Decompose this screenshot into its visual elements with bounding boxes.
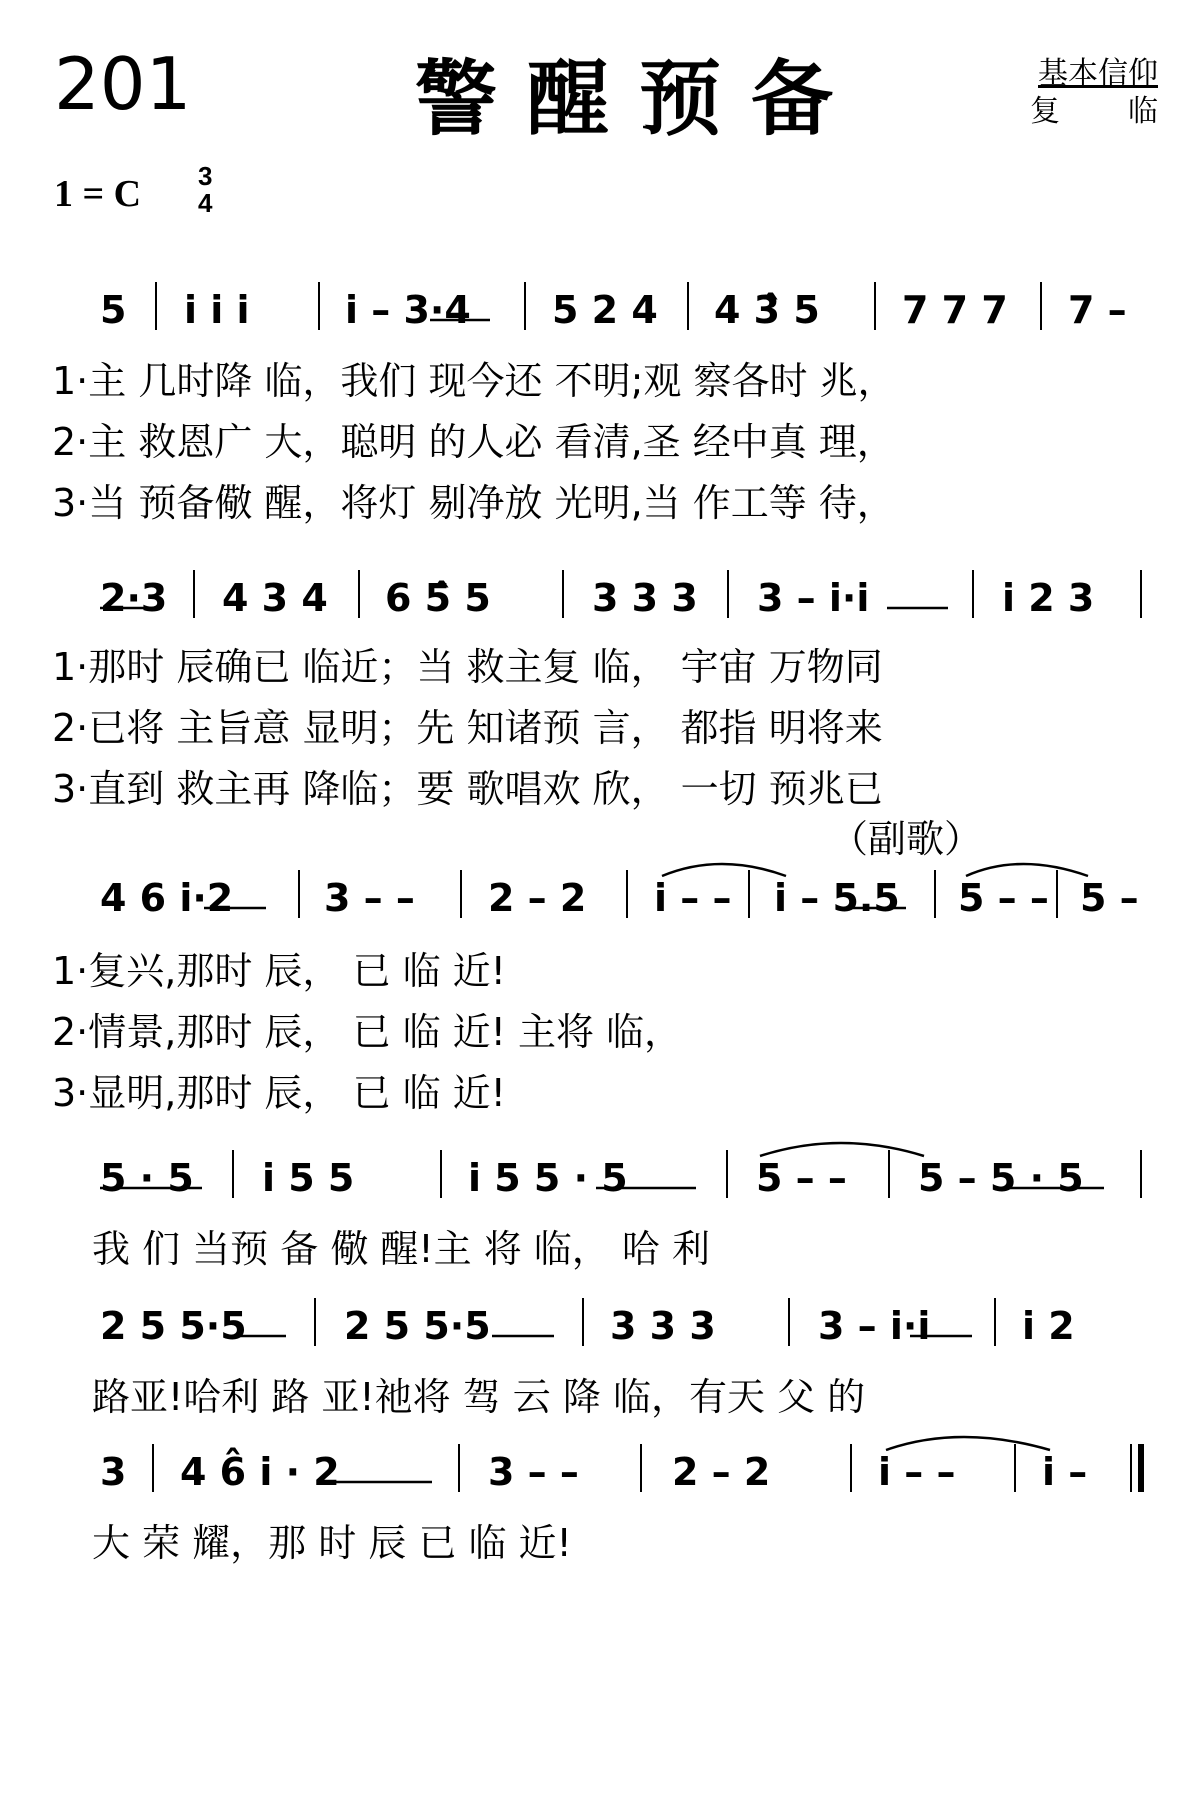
barline bbox=[458, 1444, 460, 1492]
measure: i – bbox=[1042, 1450, 1088, 1494]
measure: 3 3 3 bbox=[592, 576, 698, 620]
measure: 2 – 2 bbox=[488, 876, 587, 920]
lyric-line: 路亚!哈利 路 亚!祂将 驾 云 降 临，有天 父 的 bbox=[92, 1375, 866, 1419]
verse-line: 1·那时 辰确已 临近；当 救主复 临， 宇宙 万物同 bbox=[52, 645, 883, 689]
barline bbox=[358, 570, 360, 618]
barline bbox=[232, 1150, 234, 1198]
barline bbox=[155, 282, 157, 330]
barline bbox=[972, 570, 974, 618]
barline bbox=[318, 282, 320, 330]
barline bbox=[582, 1298, 584, 1346]
measure: 5 bbox=[100, 288, 127, 332]
measure: 2 5 5·5 bbox=[344, 1304, 491, 1348]
measure: 4 6 i·2 bbox=[100, 876, 234, 920]
verse-line: 3·当 预备儆 醒，将灯 剔净放 光明,当 作工等 待， bbox=[52, 481, 895, 525]
verse-line: 2·主 救恩广 大，聪明 的人必 看清,圣 经中真 理， bbox=[52, 420, 895, 464]
barline bbox=[524, 282, 526, 330]
measure: 4 3 4 bbox=[222, 576, 328, 620]
barline bbox=[727, 570, 729, 618]
measure: i 2 bbox=[1022, 1304, 1075, 1348]
subcategory-part: 复 bbox=[1030, 94, 1060, 129]
hymn-number: 201 bbox=[54, 42, 192, 126]
hymn-title: 警醒预备 bbox=[415, 51, 864, 147]
barline bbox=[1040, 282, 1042, 330]
measure: 4 3̂ 5 bbox=[714, 288, 820, 332]
barline bbox=[640, 1444, 642, 1492]
measure: 5 – – bbox=[756, 1156, 847, 1200]
measure: i 5 5 · 5 bbox=[468, 1156, 628, 1200]
time-signature bbox=[198, 163, 212, 217]
measure: 3 – i·i bbox=[818, 1304, 931, 1348]
barline bbox=[460, 870, 462, 918]
chorus-label: （副歌） bbox=[830, 817, 983, 861]
lyric-line: 我 们 当预 备 儆 醒!主 将 临， 哈 利 bbox=[92, 1227, 710, 1271]
notation-line-4 bbox=[0, 1148, 1200, 1208]
barline bbox=[994, 1298, 996, 1346]
measure: 5 – 5 · 5 bbox=[918, 1156, 1084, 1200]
key-signature: 1 = C bbox=[54, 173, 142, 215]
measure: i 5 5 bbox=[262, 1156, 355, 1200]
barline bbox=[626, 870, 628, 918]
measure: i – 5.5 bbox=[774, 876, 900, 920]
barline bbox=[562, 570, 564, 618]
measure: 5 – bbox=[1080, 876, 1139, 920]
verse-line: 1·主 几时降 临，我们 现今还 不明;观 察各时 兆， bbox=[52, 359, 896, 403]
measure: 3 – – bbox=[488, 1450, 579, 1494]
hymn-category: 基本信仰 bbox=[1038, 56, 1158, 91]
verse-line: 3·直到 救主再 降临；要 歌唱欢 欣， 一切 预兆已 bbox=[52, 767, 883, 811]
measure: 2 5 5·5 bbox=[100, 1304, 247, 1348]
barline bbox=[726, 1150, 728, 1198]
time-sig-bottom: 4 bbox=[198, 188, 213, 218]
measure: 5 · 5 bbox=[100, 1156, 194, 1200]
final-barline-thick bbox=[1138, 1444, 1144, 1492]
barline bbox=[152, 1444, 154, 1492]
measure: 5 2 4 bbox=[552, 288, 658, 332]
notation-line-6 bbox=[0, 1442, 1200, 1502]
barline bbox=[888, 1150, 890, 1198]
barline bbox=[193, 570, 195, 618]
measure: i i i bbox=[184, 288, 250, 332]
measure: 3 bbox=[100, 1450, 127, 1494]
barline bbox=[314, 1298, 316, 1346]
verse-line: 1·复兴,那时 辰， 已 临 近! bbox=[52, 949, 506, 993]
barline bbox=[298, 870, 300, 918]
verse-line: 3·显明,那时 辰， 已 临 近! bbox=[52, 1071, 506, 1115]
measure: 7 7 7 bbox=[902, 288, 1008, 332]
measure: 7 – bbox=[1068, 288, 1127, 332]
barline bbox=[934, 870, 936, 918]
measure: i – 3·4 bbox=[345, 288, 471, 332]
subcategory-part: 临 bbox=[1128, 94, 1158, 129]
barline bbox=[874, 282, 876, 330]
barline bbox=[748, 870, 750, 918]
barline bbox=[788, 1298, 790, 1346]
measure: 3 – i·i bbox=[757, 576, 870, 620]
notation-line-1 bbox=[0, 280, 1200, 340]
measure: 3 3 3 bbox=[610, 1304, 716, 1348]
barline bbox=[440, 1150, 442, 1198]
measure: 4 6̂ i · 2 bbox=[180, 1450, 340, 1494]
measure: 2 – 2 bbox=[672, 1450, 771, 1494]
final-barline-thin bbox=[1130, 1444, 1132, 1492]
notation-line-5 bbox=[0, 1296, 1200, 1356]
lyric-line: 大 荣 耀，那 时 辰 已 临 近! bbox=[92, 1521, 572, 1565]
barline bbox=[687, 282, 689, 330]
barline bbox=[1140, 570, 1142, 618]
notation-line-3 bbox=[0, 868, 1200, 928]
barline bbox=[1014, 1444, 1016, 1492]
verse-line: 2·已将 主旨意 显明；先 知诸预 言， 都指 明将来 bbox=[52, 706, 883, 750]
barline bbox=[850, 1444, 852, 1492]
time-sig-top: 3 bbox=[198, 161, 213, 191]
measure: 5 – – bbox=[958, 876, 1049, 920]
measure: i 2 3 bbox=[1002, 576, 1095, 620]
barline bbox=[1140, 1150, 1142, 1198]
measure: 2·3 bbox=[100, 576, 168, 620]
measure: 6 5̂ 5 bbox=[385, 576, 491, 620]
measure: 3 – – bbox=[324, 876, 415, 920]
notation-line-2 bbox=[0, 568, 1200, 628]
measure: i – – bbox=[654, 876, 732, 920]
verse-line: 2·情景,那时 辰， 已 临 近! 主将 临， bbox=[52, 1010, 683, 1054]
barline bbox=[1056, 870, 1058, 918]
hymn-subcategory bbox=[1030, 86, 1158, 130]
measure: i – – bbox=[878, 1450, 956, 1494]
